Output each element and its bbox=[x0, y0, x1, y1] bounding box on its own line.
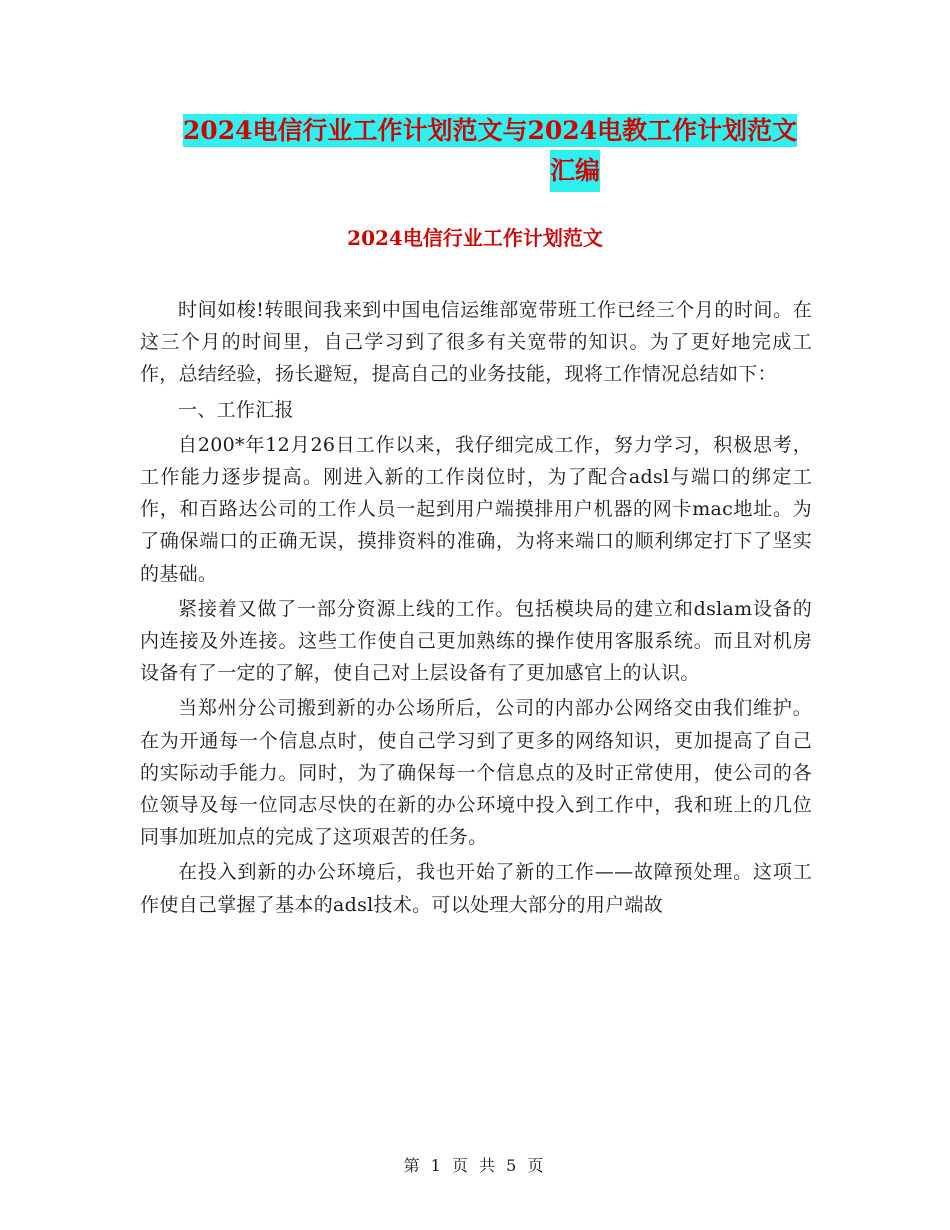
document-title-line1: 2024电信行业工作计划范文与2024电教工作计划范文 bbox=[182, 116, 798, 145]
paragraph: 自200*年12月26日工作以来，我仔细完成工作，努力学习，积极思考，工作能力逐步提高。刚进入新的工作岗位时，为了配合adsl与端口的绑定工作，和百路达公司的工作人员一起到用户端摸排用户机器的网卡mac地址。为了确保端口的正确无误，摸排资料的准确，为将来端口的顺利绑定打下了坚实的基础。 bbox=[140, 433, 812, 585]
paragraph: 时间如梭!转眼间我来到中国电信运维部宽带班工作已经三个月的时间。在这三个月的时间里，自己学习到了很多有关宽带的知识。为了更好地完成工作，总结经验，扬长避短，提高自己的业务技能，现将工作情况总结如下： bbox=[140, 299, 812, 386]
page-footer: 第 1 页 共 5 页 bbox=[403, 1156, 547, 1175]
document-title bbox=[140, 112, 840, 192]
paragraph: 当郑州分公司搬到新的办公场所后，公司的内部办公网络交由我们维护。在为开通每一个信息点时，使自己学习到了更多的网络知识，更加提高了自己的实际动手能力。同时，为了确保每一个信息点的及时正常使用，使公司的各位领导及每一位同志尽快的在新的办公环境中投入到工作中，我和班上的几位同事加班加点的完成了这项艰苦的任务。 bbox=[140, 697, 812, 849]
paragraph: 一、工作汇报 bbox=[178, 398, 294, 421]
paragraph: 紧接着又做了一部分资源上线的工作。包括模块局的建立和dslam设备的内连接及外连接。这些工作使自己更加熟练的操作使用客服系统。而且对机房设备有了一定的了解，使自己对上层设备有了更加感官上的认识。 bbox=[140, 597, 812, 685]
paragraph: 在投入到新的办公环境后，我也开始了新的工作——故障预处理。这项工作使自己掌握了基本的adsl技术。可以处理大部分的用户端故 bbox=[140, 861, 812, 916]
document-body bbox=[140, 294, 812, 924]
section-title: 2024电信行业工作计划范文 bbox=[347, 226, 603, 250]
document-title-line2: 汇编 bbox=[550, 150, 600, 192]
